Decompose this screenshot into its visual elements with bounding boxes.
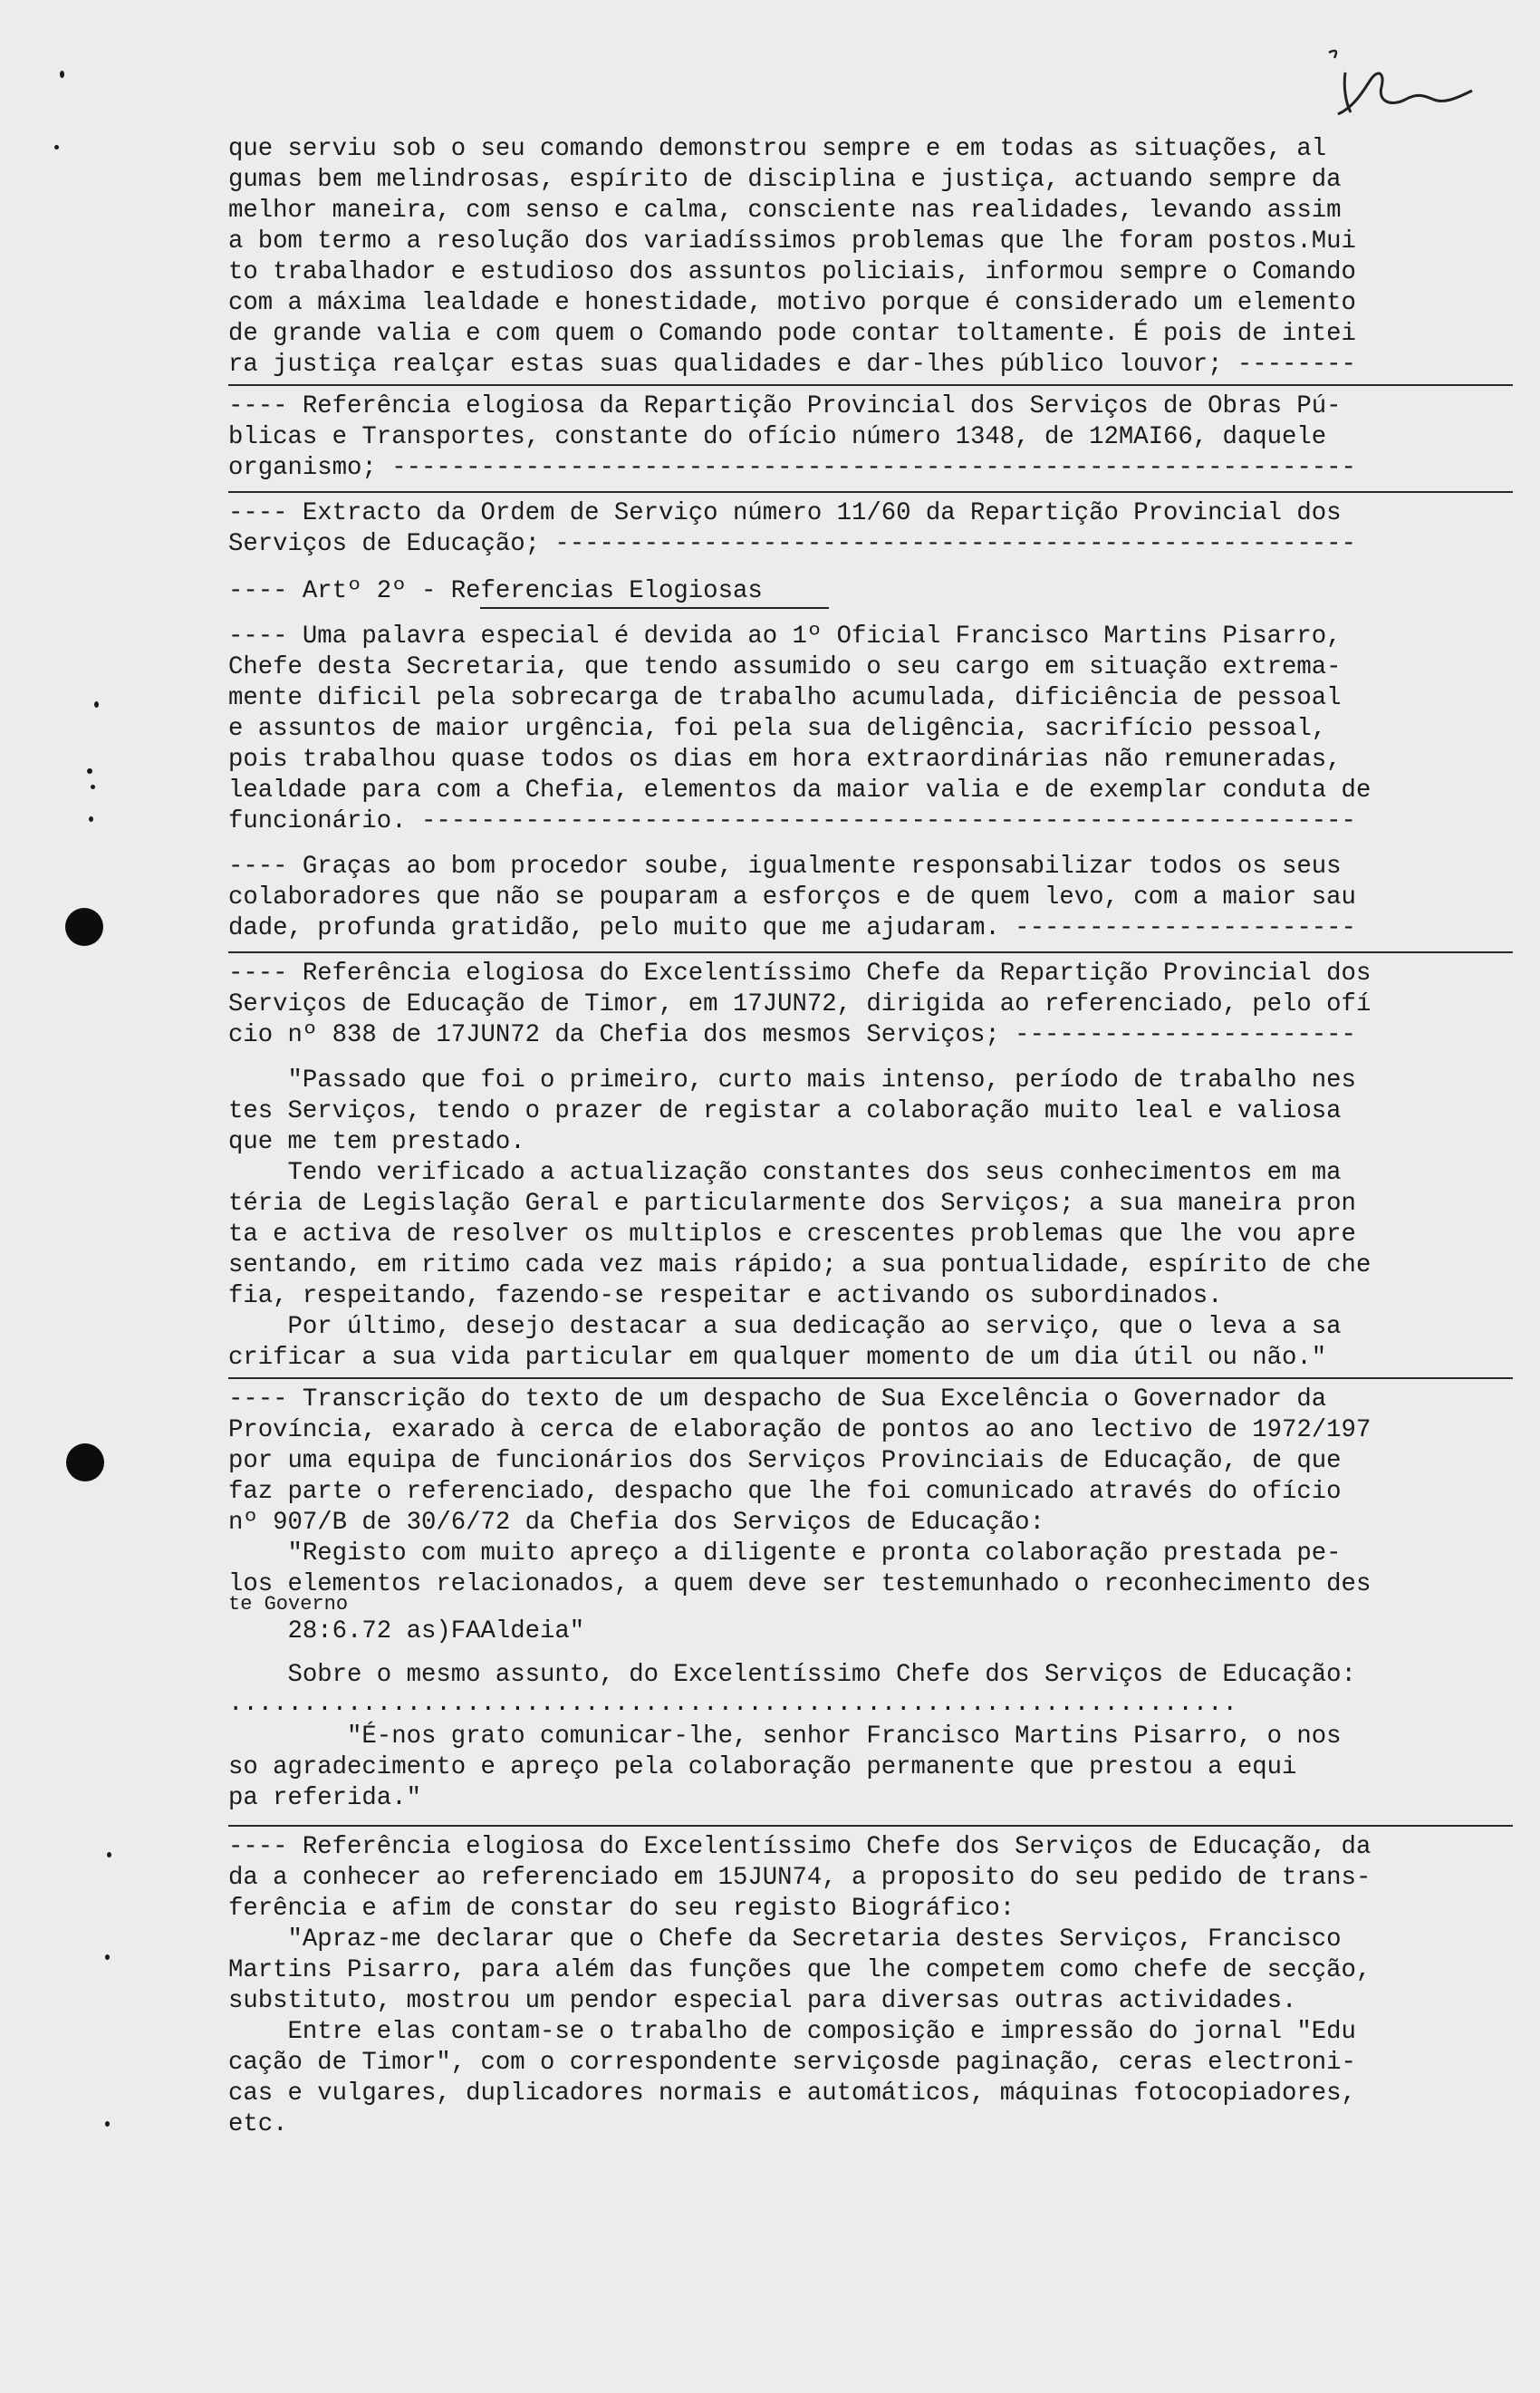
text-line: cas e vulgares, duplicadores normais e automáticos, máquinas fotocopiadores, bbox=[228, 2079, 1356, 2108]
text-line: "Apraz-me declarar que o Chefe da Secretaria destes Serviços, Francisco bbox=[228, 1925, 1342, 1954]
paragraph-louvor bbox=[228, 134, 1515, 381]
text-line: te Governo bbox=[228, 1593, 349, 1616]
text-line: pois trabalhou quase todos os dias em hora extraordinárias não remuneradas, bbox=[228, 746, 1342, 774]
text-line: ---- Artº 2º - Referencias Elogiosas bbox=[228, 577, 763, 605]
text-line: to trabalhador e estudioso dos assuntos policiais, informou sempre o Comando bbox=[228, 258, 1356, 286]
text-line: ---- Transcrição do texto de um despacho de Sua Excelência o Governador da bbox=[228, 1385, 1327, 1414]
text-line: ---- Referência elogiosa do Excelentíssimo Chefe dos Serviços de Educação, da bbox=[228, 1833, 1372, 1861]
text-line: da a conhecer ao referenciado em 15JUN74, a proposito do seu pedido de trans- bbox=[228, 1864, 1372, 1892]
paragraph-palavra-especial bbox=[228, 622, 1515, 837]
margin-mark bbox=[91, 785, 95, 789]
paragraph-despacho-governador bbox=[228, 1385, 1515, 1620]
text-line: lealdade para com a Chefia, elementos da maior valia e de exemplar conduta de bbox=[228, 777, 1372, 805]
text-line: ---- Referência elogiosa do Excelentíssimo Chefe da Repartição Provincial dos bbox=[228, 960, 1372, 988]
text-line: nº 907/B de 30/6/72 da Chefia dos Serviços de Educação: bbox=[228, 1509, 1044, 1537]
text-line: ---- Extracto da Ordem de Serviço número 11/60 da Repartição Provincial dos bbox=[228, 499, 1342, 527]
margin-mark bbox=[60, 71, 64, 78]
paragraph-ordem-servico bbox=[228, 498, 1515, 560]
text-line: fia, respeitando, fazendo-se respeitar e activando os subordinados. bbox=[228, 1282, 1223, 1310]
text-line: melhor maneira, com senso e calma, consciente nas realidades, levando assim bbox=[228, 197, 1342, 225]
text-line: "Passado que foi o primeiro, curto mais intenso, período de trabalho nes bbox=[228, 1066, 1356, 1095]
text-line: dade, profunda gratidão, pelo muito que me ajudaram. ----------------------- bbox=[228, 914, 1356, 942]
text-line: que serviu sob o seu comando demonstrou sempre e em todas as situações, al bbox=[228, 135, 1327, 163]
text-line: de grande valia e com quem o Comando pode contar toltamente. É pois de intei bbox=[228, 320, 1356, 348]
text-line: so agradecimento e apreço pela colaboração permanente que prestou a equi bbox=[228, 1753, 1297, 1781]
text-line: ra justiça realçar estas suas qualidades e dar-lhes público louvor; -------- bbox=[228, 351, 1356, 379]
text-line: que me tem prestado. bbox=[228, 1128, 525, 1156]
text-line: Serviços de Educação de Timor, em 17JUN72, dirigida ao referenciado, pelo ofí bbox=[228, 990, 1372, 1018]
text-line: substituto, mostrou um pendor especial para diversas outras actividades. bbox=[228, 1987, 1297, 2015]
text-line: ferência e afim de constar do seu registo Biográfico: bbox=[228, 1895, 1015, 1923]
text-line: Província, exarado à cerca de elaboração de pontos ao ano lectivo de 1972/197 bbox=[228, 1416, 1372, 1444]
text-line: Serviços de Educação; ------------------------------------------------------ bbox=[228, 530, 1356, 558]
paragraph-mesmo-assunto bbox=[228, 1660, 1515, 1691]
text-line: a bom termo a resolução dos variadíssimos problemas que lhe foram postos.Mui bbox=[228, 227, 1356, 256]
margin-mark bbox=[105, 2121, 110, 2127]
text-line: faz parte o referenciado, despacho que lhe foi comunicado através do ofício bbox=[228, 1478, 1342, 1506]
text-line: "Registo com muito apreço a diligente e pronta colaboração prestada pe- bbox=[228, 1539, 1342, 1568]
text-line: ---- Uma palavra especial é devida ao 1º Oficial Francisco Martins Pisarro, bbox=[228, 622, 1342, 651]
text-line: Tendo verificado a actualização constantes dos seus conhecimentos em ma bbox=[228, 1159, 1342, 1187]
text-line: Por último, desejo destacar a sua dedicação ao serviço, que o leva a sa bbox=[228, 1313, 1342, 1341]
handwritten-initials bbox=[1318, 36, 1499, 118]
despacho-signature bbox=[228, 1616, 1515, 1647]
heading-underline bbox=[480, 607, 829, 609]
text-line: com a máxima lealdade e honestidade, motivo porque é considerado um elemento bbox=[228, 289, 1356, 317]
margin-mark bbox=[94, 701, 99, 708]
punch-hole bbox=[65, 908, 103, 946]
text-line: 28:6.72 as)FAAldeia" bbox=[228, 1617, 585, 1645]
text-line: cio nº 838 de 17JUN72 da Chefia dos mesmos Serviços; ----------------------- bbox=[228, 1021, 1356, 1049]
text-line: crificar a sua vida particular em qualquer momento de um dia útil ou não." bbox=[228, 1344, 1327, 1372]
margin-mark bbox=[107, 1852, 111, 1857]
margin-mark bbox=[105, 1954, 110, 1960]
dotted-line: .................................................................... bbox=[228, 1690, 1237, 1718]
text-line: mente dificil pela sobrecarga de trabalho acumulada, dificiência de pessoal bbox=[228, 684, 1342, 712]
margin-mark bbox=[54, 145, 59, 150]
section-heading-artigo bbox=[228, 576, 1515, 607]
text-line: Sobre o mesmo assunto, do Excelentíssimo Chefe dos Serviços de Educação: bbox=[228, 1661, 1356, 1689]
paragraph-referencia-timor bbox=[228, 959, 1515, 1051]
paragraph-obras-publicas bbox=[228, 391, 1515, 484]
margin-mark bbox=[89, 816, 93, 822]
text-line: blicas e Transportes, constante do ofício número 1348, de 12MAI66, daquele bbox=[228, 423, 1327, 451]
text-line: etc. bbox=[228, 2110, 288, 2138]
text-line: sentando, em ritimo cada vez mais rápido; a sua pontualidade, espírito de che bbox=[228, 1251, 1372, 1279]
margin-mark bbox=[87, 768, 92, 774]
text-line: por uma equipa de funcionários dos Serviços Provinciais de Educação, de que bbox=[228, 1447, 1342, 1475]
text-line: e assuntos de maior urgência, foi pela sua deligência, sacrifício pessoal, bbox=[228, 715, 1327, 743]
quote-e-nos-grato bbox=[228, 1722, 1515, 1814]
text-line: Chefe desta Secretaria, que tendo assumido o seu cargo em situação extrema- bbox=[228, 653, 1342, 681]
text-line: funcionário. --------------------------------------------------------------- bbox=[228, 807, 1356, 835]
text-line: organismo; ----------------------------------------------------------------- bbox=[228, 454, 1356, 482]
separator-rule bbox=[228, 1377, 1513, 1379]
text-line: téria de Legislação Geral e particularmente dos Serviços; a sua maneira pron bbox=[228, 1190, 1356, 1218]
text-line: tes Serviços, tendo o prazer de registar a colaboração muito leal e valiosa bbox=[228, 1097, 1342, 1125]
text-line: ---- Graças ao bom procedor soube, igualmente responsabilizar todos os seus bbox=[228, 853, 1342, 881]
text-line: colaboradores que não se pouparam a esforços e de quem levo, com a maior sau bbox=[228, 883, 1356, 912]
text-line: ta e activa de resolver os multiplos e crescentes problemas que lhe vou apre bbox=[228, 1221, 1356, 1249]
separator-rule bbox=[228, 1825, 1513, 1827]
text-line: ---- Referência elogiosa da Repartição Provincial dos Serviços de Obras Pú- bbox=[228, 392, 1342, 420]
separator-rule bbox=[228, 384, 1513, 386]
separator-rule bbox=[228, 491, 1513, 493]
text-line: pa referida." bbox=[228, 1784, 421, 1812]
text-line: "É-nos grato comunicar-lhe, senhor Francisco Martins Pisarro, o nos bbox=[228, 1722, 1342, 1751]
paragraph-referencia-biografico bbox=[228, 1832, 1515, 2140]
text-line: Entre elas contam-se o trabalho de composição e impressão do jornal "Edu bbox=[228, 2018, 1356, 2046]
text-line: gumas bem melindrosas, espírito de disciplina e justiça, actuando sempre da bbox=[228, 166, 1342, 194]
paragraph-gracas bbox=[228, 852, 1515, 944]
separator-rule bbox=[228, 951, 1513, 953]
text-line: cação de Timor", com o correspondente serviçosde paginação, ceras electroni- bbox=[228, 2049, 1356, 2077]
quote-passado bbox=[228, 1066, 1515, 1374]
text-line: los elementos relacionados, a quem deve ser testemunhado o reconhecimento des bbox=[228, 1570, 1372, 1598]
punch-hole bbox=[66, 1443, 104, 1481]
text-line: Martins Pisarro, para além das funções que lhe competem como chefe de secção, bbox=[228, 1956, 1372, 1984]
